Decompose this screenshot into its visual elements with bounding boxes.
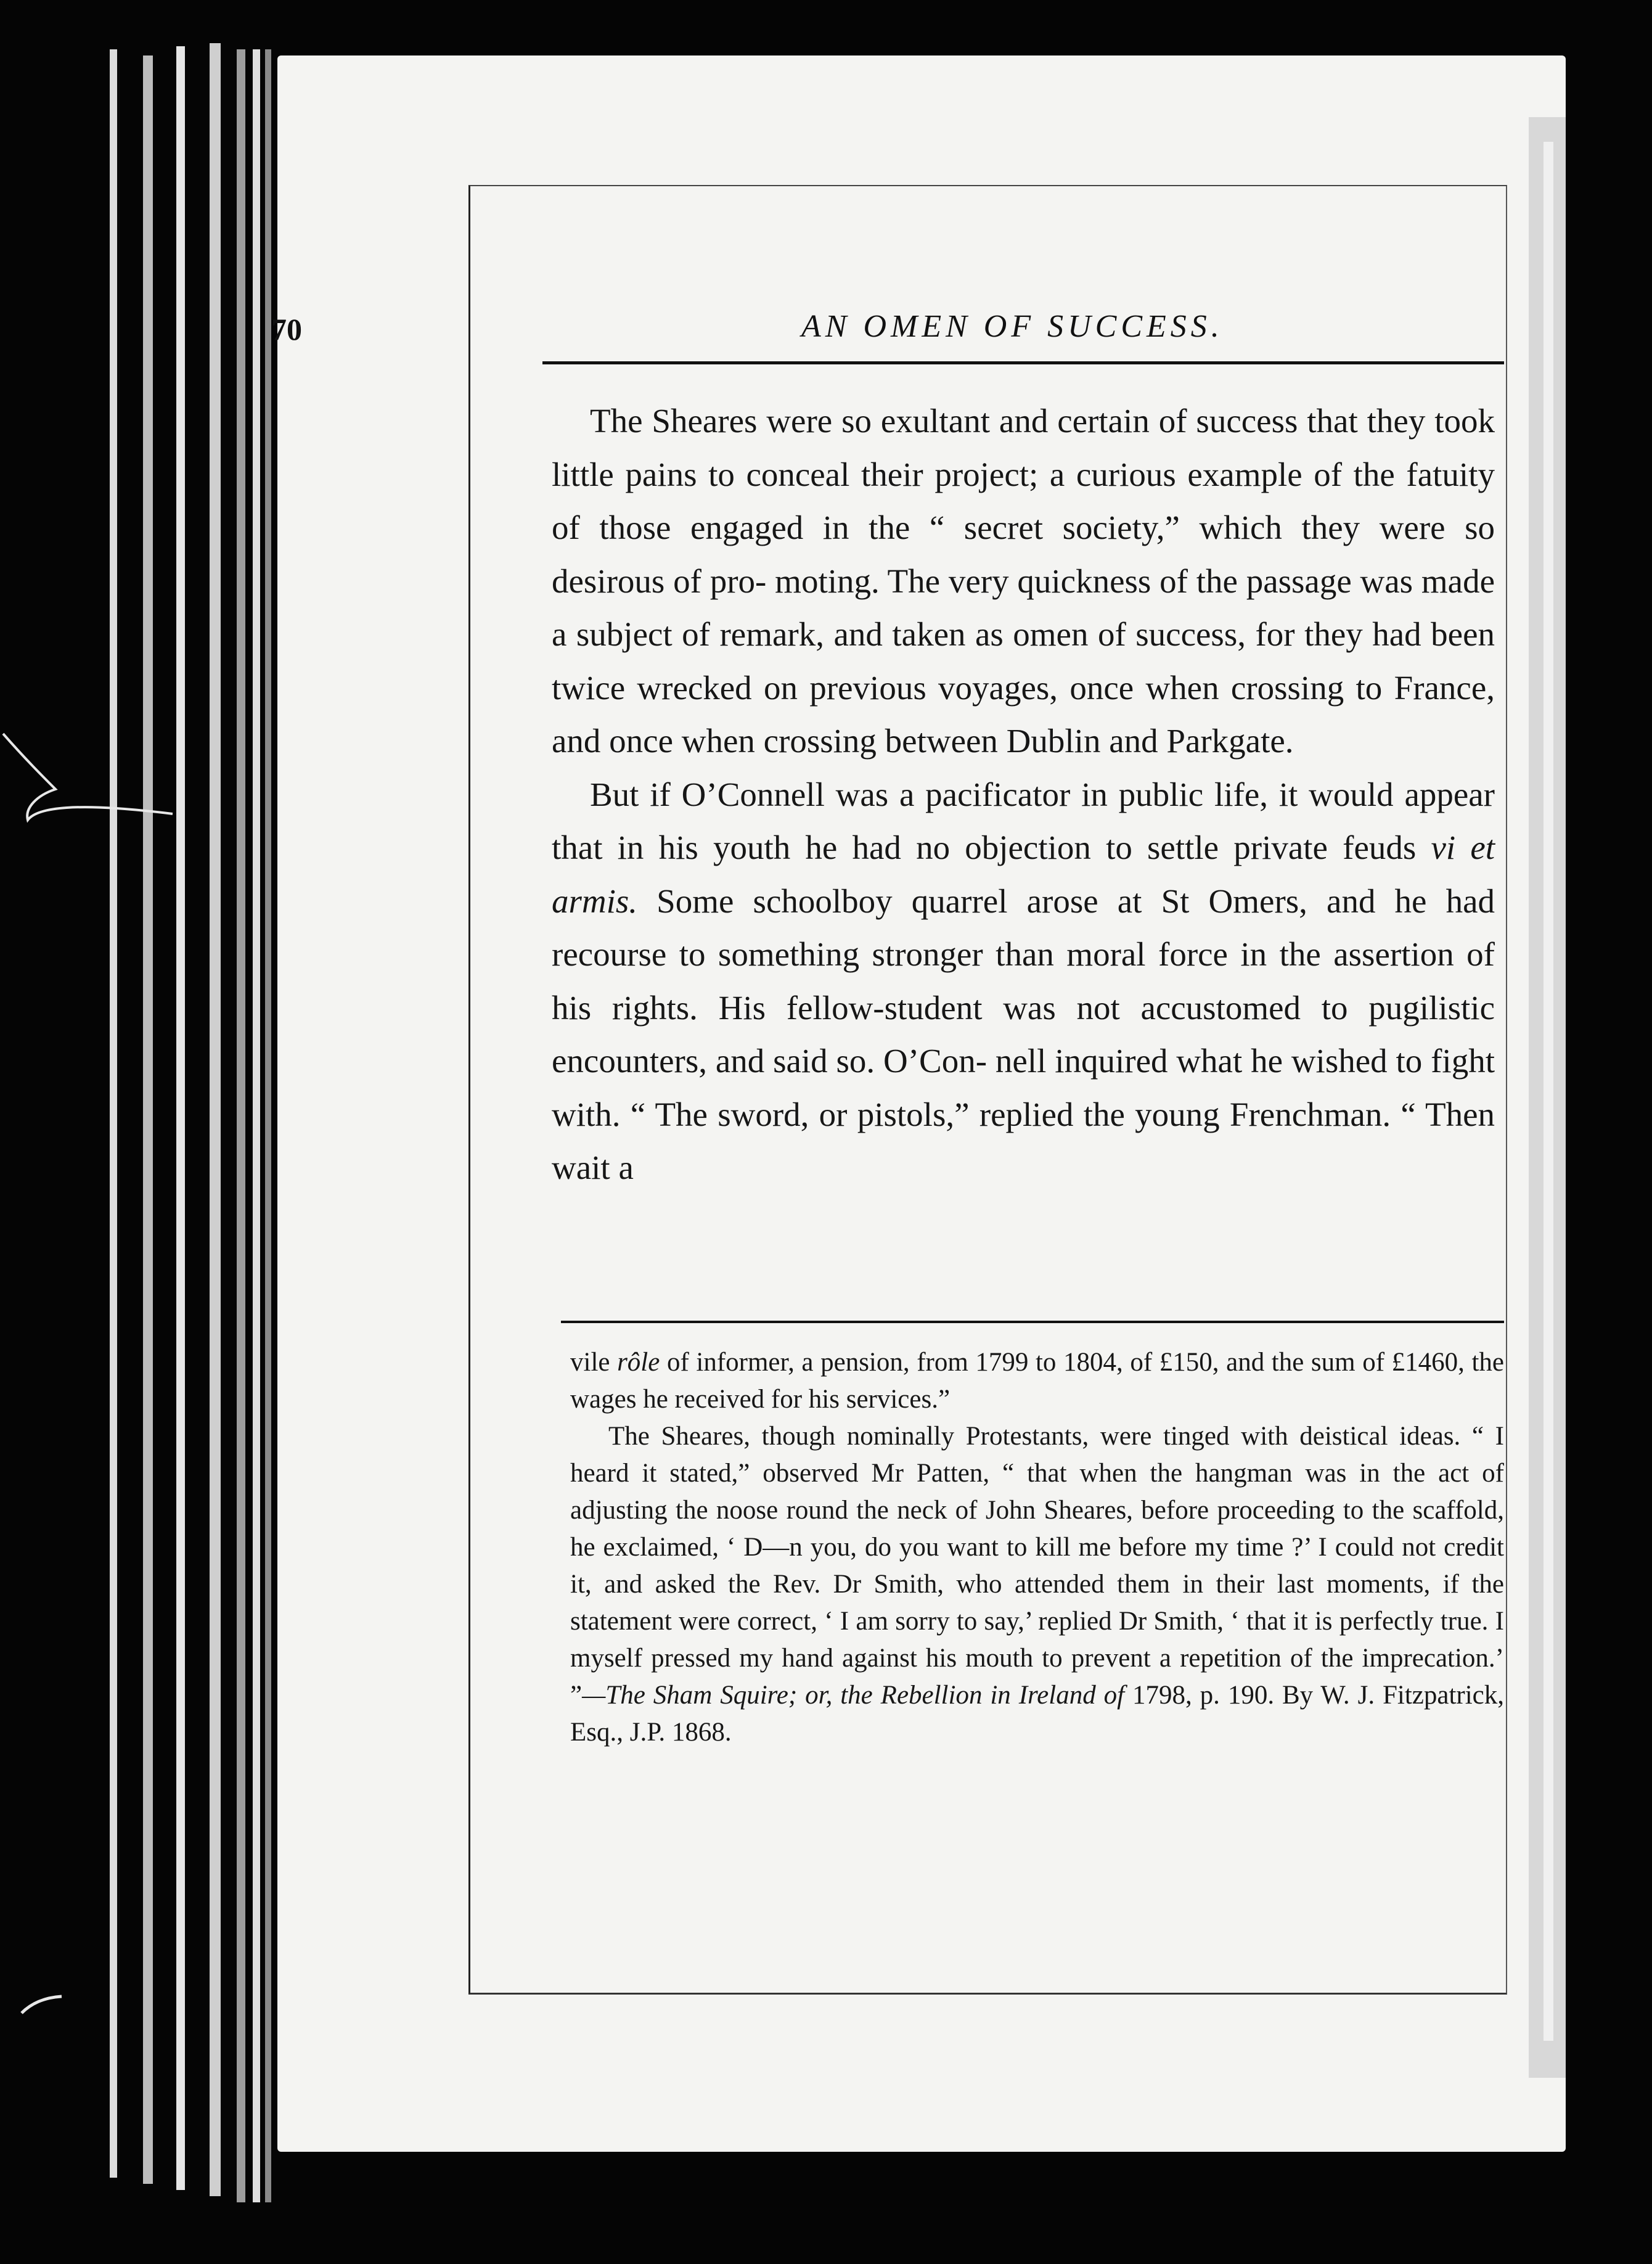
main-text bbox=[552, 395, 1495, 1195]
paragraph: The Sheares were so exultant and certain of success that they took little pains to conceal their project; a curious example of the fatuity of those engaged in the “ secret society,” which they were so desirous of pro- moting. The very quickness of the passage was made a subject of remark, and taken as omen of success, for they had been twice wrecked on previous voyages, once when crossing to France, and once when crossing between Dublin and Parkgate. bbox=[552, 402, 1495, 760]
footnote bbox=[570, 1344, 1504, 1751]
footnote-text: The Sheares, though nominally Protestants, were tinged with deistical ideas. “ I heard it stated,” observed Mr Patten, “ that when the hangman was in the act of adjusting the noose round the neck of John Sheares, before proceeding to the scaffold, he exclaimed, ‘ D—n you, do you want to kill me before my time ?’ I could not credit it, and asked the Rev. Dr Smith, who attended them in their last moments, if the statement were correct, ‘ I am sorry to say,’ replied Dr Smith, ‘ that it is perfectly true. I myself pressed my hand against his mouth to prevent a repetition of the imprecation.’ ” bbox=[570, 1422, 1504, 1710]
film-scratch bbox=[0, 721, 185, 845]
footnote-paragraph bbox=[570, 1344, 1504, 1418]
book-edge bbox=[176, 46, 185, 2190]
book-edge bbox=[210, 43, 221, 2196]
footnote-text: of informer, a pension, from 1799 to 1804, of £150, and the sum of £1460, the wages he received for his services.” bbox=[570, 1348, 1504, 1414]
book-edge bbox=[110, 49, 117, 2178]
footnote-paragraph bbox=[570, 1418, 1504, 1751]
footnote-rule bbox=[561, 1321, 1504, 1323]
book-edge bbox=[237, 49, 245, 2202]
book-edge bbox=[265, 49, 271, 2202]
header-rule bbox=[542, 361, 1504, 364]
book-edge bbox=[253, 49, 260, 2202]
facing-page-edge bbox=[1544, 142, 1553, 2041]
source-citation: 1798, p. 190. By W. J. Fitzpatrick, Esq., J.P. 1868. bbox=[570, 1681, 1505, 1747]
film-scratch bbox=[18, 1991, 68, 2016]
footnote-italic: rôle bbox=[617, 1348, 660, 1377]
running-title: AN OMEN OF SUCCESS. bbox=[801, 309, 1224, 344]
paragraph bbox=[552, 768, 1495, 1195]
paragraph-text: But if O’Connell was a pacificator in public life, it would appear that in his youth he had no objection to settle private feuds bbox=[552, 775, 1495, 866]
page-number: 70 bbox=[271, 312, 302, 347]
source-title: —The Sham Squire; or, the Rebellion in Ireland of bbox=[582, 1681, 1125, 1710]
footnote-text: vile bbox=[570, 1348, 610, 1377]
latin-phrase: vi et armis. bbox=[552, 829, 1495, 920]
book-edge bbox=[143, 55, 153, 2184]
paragraph-text: Some schoolboy quarrel arose at St Omers, and he had recourse to something stronger than moral force in the assertion of his rights. His fellow-student was not accustomed to pugilistic encounters, and said so. O’Con- nell inquired what he wished to fight with. “ The sword, or pistols,” replied the young Frenchman. “ Then wait a bbox=[552, 882, 1495, 1186]
